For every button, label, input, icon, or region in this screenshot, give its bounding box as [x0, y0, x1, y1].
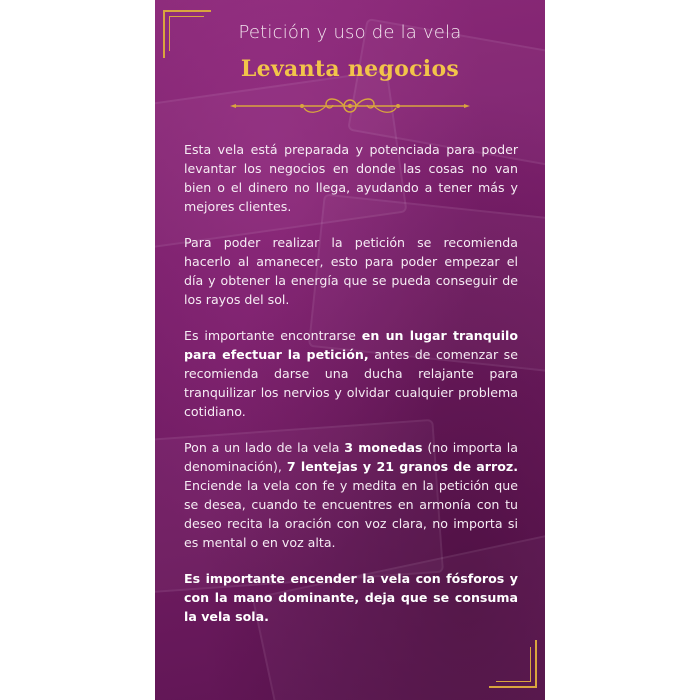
subtitle: Petición y uso de la vela — [238, 22, 462, 43]
emphasis-quiet-place: en un lugar tranquilo para efectuar la petición, — [184, 328, 518, 362]
paragraph-preparation: Es importante encontrarse en un lugar tranquilo para efectuar la petición, antes de comenzar se recomienda darse una ducha relajante para tranquilizar los nervios y olvidar cualquier problema cotidiano. — [184, 328, 518, 419]
gold-divider-ornament-icon — [230, 94, 470, 118]
candle-instruction-card — [155, 0, 545, 700]
instructions-body — [184, 140, 518, 643]
paragraph-ritual: Pon a un lado de la vela 3 monedas (no importa la denominación), 7 lentejas y 21 granos de arroz. Enciende la vela con fe y medita en la petición que se desea, cuando te encuentres en armonía con tu deseo recita la oración con voz clara, no importa si es mental o en voz alta. — [184, 440, 518, 550]
emphasis-lentils-rice: 7 lentejas y 21 granos de arroz. — [286, 459, 518, 474]
paragraph-timing: Para poder realizar la petición se recomienda hacerlo al amanecer, esto para poder empezar el día y obtener la energía que se pueda conseguir de los rayos del sol. — [184, 235, 518, 307]
corner-frame-bottom-right — [489, 640, 537, 688]
paragraph-intro: Esta vela está preparada y potenciada para poder levantar los negocios en donde las cosas no van bien o el dinero no llega, ayudando a tener más y mejores clientes. — [184, 142, 518, 214]
emphasis-coins: 3 monedas — [344, 440, 423, 455]
page-title: Levanta negocios — [240, 56, 460, 82]
paragraph-final-note: Es importante encender la vela con fósforos y con la mano dominante, deja que se consuma la vela sola. — [184, 571, 518, 624]
